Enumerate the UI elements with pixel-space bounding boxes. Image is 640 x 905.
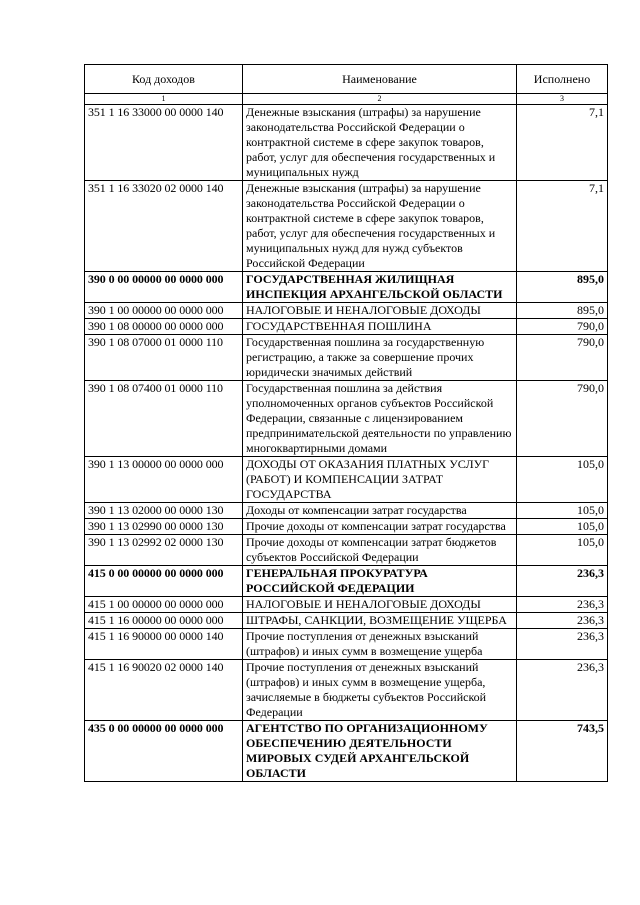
- revenue-name: АГЕНТСТВО ПО ОРГАНИЗАЦИОННОМУ ОБЕСПЕЧЕНИЮ ДЕЯТЕЛЬНОСТИ МИРОВЫХ СУДЕЙ АРХАНГЕЛЬСКОЙ ОБЛАСТИ: [243, 721, 517, 782]
- table-row: [85, 457, 608, 503]
- header-code: Код доходов: [85, 65, 243, 94]
- revenue-name: НАЛОГОВЫЕ И НЕНАЛОГОВЫЕ ДОХОДЫ: [243, 597, 517, 613]
- executed-amount: 105,0: [517, 457, 608, 503]
- revenue-code: 390 1 00 00000 00 0000 000: [85, 303, 243, 319]
- revenue-code: 415 1 16 90000 00 0000 140: [85, 629, 243, 660]
- revenue-name: ШТРАФЫ, САНКЦИИ, ВОЗМЕЩЕНИЕ УЩЕРБА: [243, 613, 517, 629]
- revenue-code: 415 1 16 90020 02 0000 140: [85, 660, 243, 721]
- executed-amount: 895,0: [517, 272, 608, 303]
- column-number: 2: [243, 94, 517, 105]
- table-row: [85, 503, 608, 519]
- executed-amount: 7,1: [517, 181, 608, 272]
- table-row: [85, 381, 608, 457]
- table-row: [85, 319, 608, 335]
- executed-amount: 236,3: [517, 629, 608, 660]
- table-row: [85, 566, 608, 597]
- table-row: [85, 181, 608, 272]
- header-name: Наименование: [243, 65, 517, 94]
- table-header-row: [85, 65, 608, 94]
- table-row: [85, 721, 608, 782]
- executed-amount: 790,0: [517, 335, 608, 381]
- revenue-code: 415 0 00 00000 00 0000 000: [85, 566, 243, 597]
- executed-amount: 236,3: [517, 660, 608, 721]
- revenue-code: 390 0 00 00000 00 0000 000: [85, 272, 243, 303]
- header-value: Исполнено: [517, 65, 608, 94]
- executed-amount: 7,1: [517, 105, 608, 181]
- revenue-name: ГОСУДАРСТВЕННАЯ ЖИЛИЩНАЯ ИНСПЕКЦИЯ АРХАНГЕЛЬСКОЙ ОБЛАСТИ: [243, 272, 517, 303]
- revenue-name: ГЕНЕРАЛЬНАЯ ПРОКУРАТУРА РОССИЙСКОЙ ФЕДЕРАЦИИ: [243, 566, 517, 597]
- executed-amount: 236,3: [517, 566, 608, 597]
- revenue-name: ГОСУДАРСТВЕННАЯ ПОШЛИНА: [243, 319, 517, 335]
- table-row: [85, 105, 608, 181]
- executed-amount: 743,5: [517, 721, 608, 782]
- executed-amount: 105,0: [517, 519, 608, 535]
- revenue-name: Прочие доходы от компенсации затрат государства: [243, 519, 517, 535]
- revenue-code: 390 1 08 00000 00 0000 000: [85, 319, 243, 335]
- revenue-name: Доходы от компенсации затрат государства: [243, 503, 517, 519]
- revenue-code: 390 1 13 02000 00 0000 130: [85, 503, 243, 519]
- revenue-table: [84, 64, 608, 782]
- revenue-name: Денежные взыскания (штрафы) за нарушение законодательства Российской Федерации о контрактной системе в сфере закупок товаров, работ, услуг для обеспечения государственных и муниципальных нужд: [243, 105, 517, 181]
- revenue-name: Прочие доходы от компенсации затрат бюджетов субъектов Российской Федерации: [243, 535, 517, 566]
- executed-amount: 790,0: [517, 381, 608, 457]
- table-row: [85, 535, 608, 566]
- revenue-code: 415 1 16 00000 00 0000 000: [85, 613, 243, 629]
- executed-amount: 895,0: [517, 303, 608, 319]
- executed-amount: 236,3: [517, 613, 608, 629]
- revenue-code: 390 1 13 02992 02 0000 130: [85, 535, 243, 566]
- column-number: 3: [517, 94, 608, 105]
- table-row: [85, 303, 608, 319]
- revenue-code: 351 1 16 33020 02 0000 140: [85, 181, 243, 272]
- revenue-code: 390 1 08 07000 01 0000 110: [85, 335, 243, 381]
- document-page: [84, 64, 607, 782]
- table-row: [85, 272, 608, 303]
- executed-amount: 105,0: [517, 535, 608, 566]
- revenue-name: ДОХОДЫ ОТ ОКАЗАНИЯ ПЛАТНЫХ УСЛУГ (РАБОТ) И КОМПЕНСАЦИИ ЗАТРАТ ГОСУДАРСТВА: [243, 457, 517, 503]
- table-row: [85, 597, 608, 613]
- column-number: 1: [85, 94, 243, 105]
- revenue-code: 415 1 00 00000 00 0000 000: [85, 597, 243, 613]
- table-row: [85, 660, 608, 721]
- table-body: [85, 105, 608, 782]
- revenue-code: 390 1 08 07400 01 0000 110: [85, 381, 243, 457]
- table-row: [85, 519, 608, 535]
- executed-amount: 105,0: [517, 503, 608, 519]
- revenue-name: Государственная пошлина за государственную регистрацию, а также за совершение прочих юридически значимых действий: [243, 335, 517, 381]
- revenue-name: Прочие поступления от денежных взысканий (штрафов) и иных сумм в возмещение ущерба: [243, 629, 517, 660]
- revenue-name: НАЛОГОВЫЕ И НЕНАЛОГОВЫЕ ДОХОДЫ: [243, 303, 517, 319]
- table-row: [85, 335, 608, 381]
- revenue-code: 351 1 16 33000 00 0000 140: [85, 105, 243, 181]
- revenue-name: Денежные взыскания (штрафы) за нарушение законодательства Российской Федерации о контрактной системе в сфере закупок товаров, работ, услуг для обеспечения государственных и муниципальных нужд для нужд субъектов Российской Федерации: [243, 181, 517, 272]
- revenue-name: Государственная пошлина за действия уполномоченных органов субъектов Российской Федерации, связанные с лицензированием предпринимательской деятельности по управлению многоквартирными домами: [243, 381, 517, 457]
- executed-amount: 790,0: [517, 319, 608, 335]
- revenue-code: 390 1 13 02990 00 0000 130: [85, 519, 243, 535]
- executed-amount: 236,3: [517, 597, 608, 613]
- table-row: [85, 629, 608, 660]
- column-number-row: [85, 94, 608, 105]
- revenue-code: 435 0 00 00000 00 0000 000: [85, 721, 243, 782]
- revenue-code: 390 1 13 00000 00 0000 000: [85, 457, 243, 503]
- revenue-name: Прочие поступления от денежных взысканий (штрафов) и иных сумм в возмещение ущерба, зачисляемые в бюджеты субъектов Российской Федерации: [243, 660, 517, 721]
- table-row: [85, 613, 608, 629]
